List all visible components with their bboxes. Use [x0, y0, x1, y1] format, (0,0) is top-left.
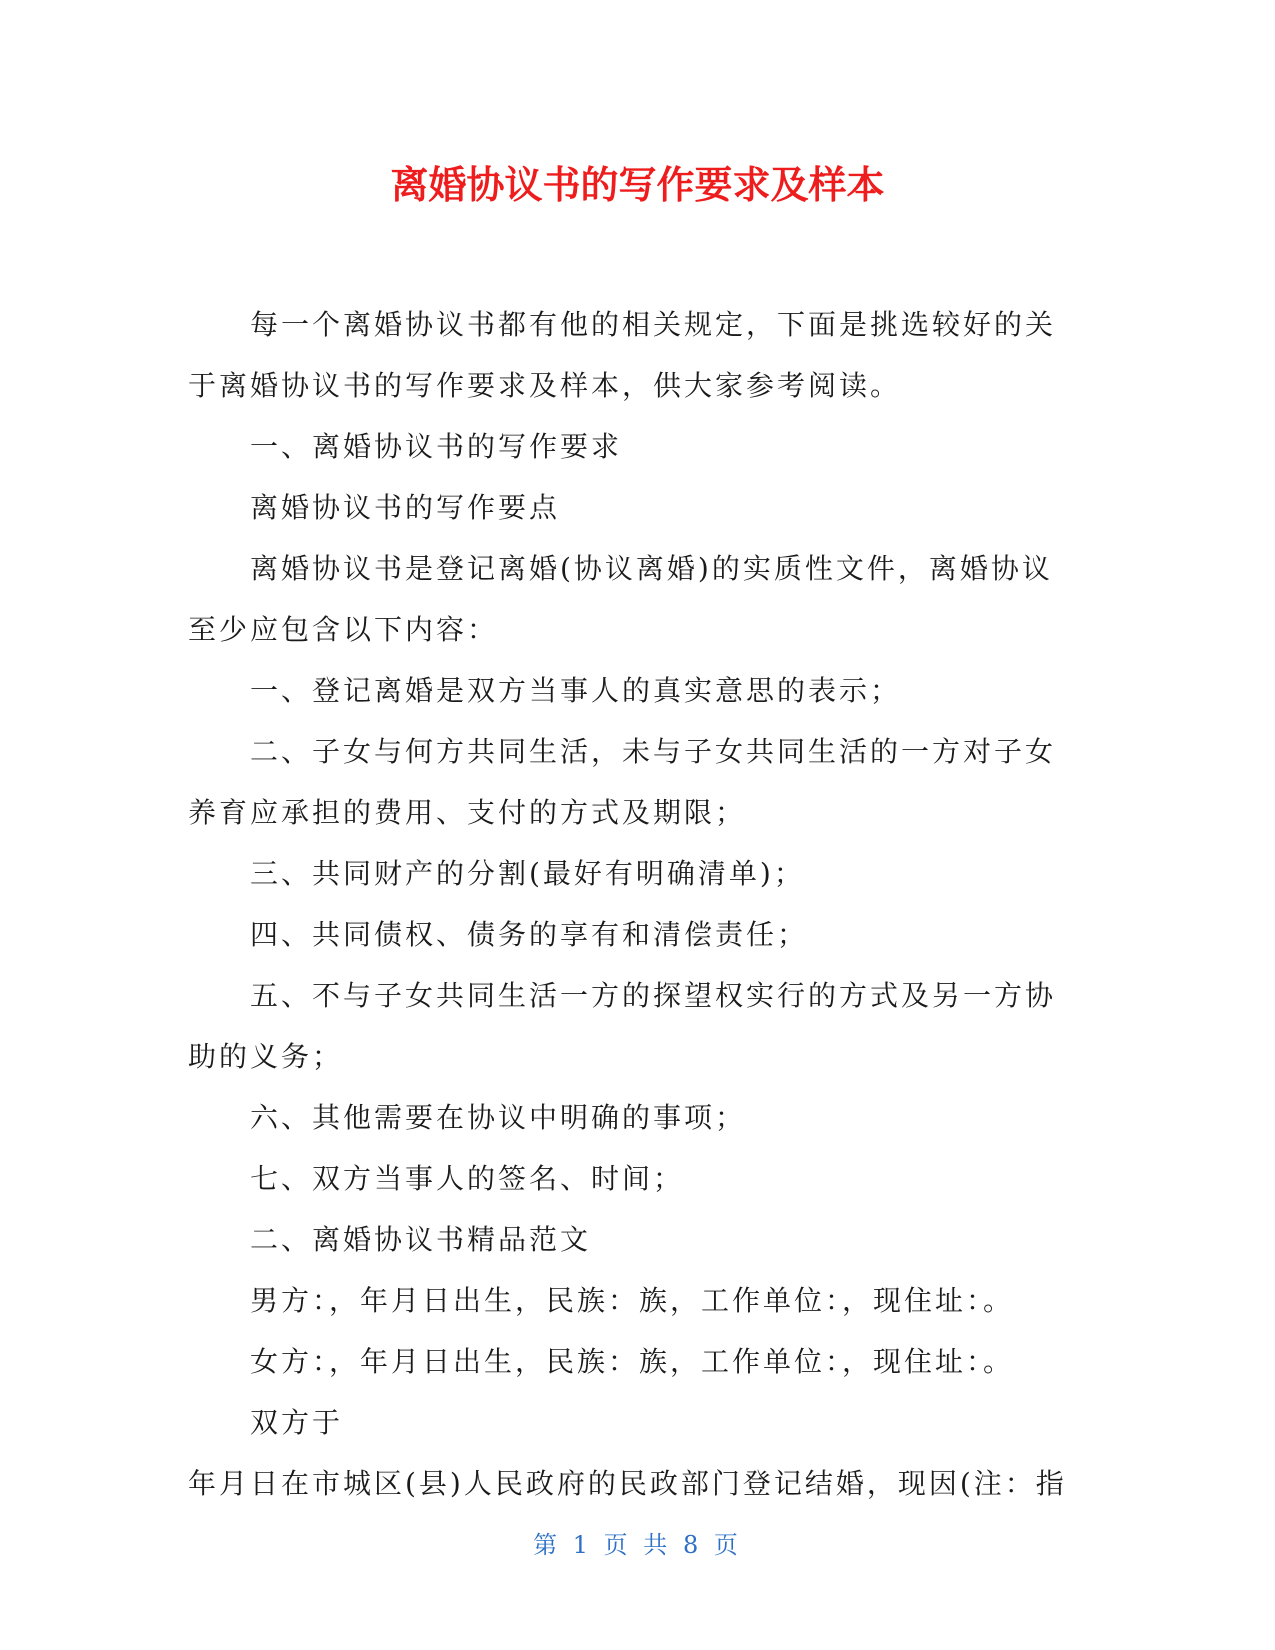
document-title: 离婚协议书的写作要求及样本 — [390, 163, 885, 207]
list-item-5: 五、不与子女共同生活一方的探望权实行的方式及另一方协助的义务； — [188, 979, 1057, 1073]
document-body — [188, 294, 1068, 1514]
list-item-4: 四、共同债权、债务的享有和清偿责任； — [250, 918, 809, 951]
list-item-7: 七、双方当事人的签名、时间； — [250, 1162, 685, 1195]
page-footer: 第 1 页 共 8 页 — [533, 1531, 742, 1559]
list-item-6: 六、其他需要在协议中明确的事项； — [250, 1101, 747, 1134]
list-item-1: 一、登记离婚是双方当事人的真实意思的表示； — [250, 674, 902, 707]
paragraph-contents-intro: 离婚协议书是登记离婚(协议离婚)的实质性文件，离婚协议至少应包含以下内容： — [188, 552, 1053, 646]
subheading-writing-points: 离婚协议书的写作要点 — [250, 491, 561, 524]
list-item-2: 二、子女与何方共同生活，未与子女共同生活的一方对子女养育应承担的费用、支付的方式及期限； — [188, 735, 1057, 829]
paragraph-both-parties: 双方于 — [250, 1406, 344, 1439]
section-heading-2: 二、离婚协议书精品范文 — [250, 1223, 592, 1256]
section-heading-1: 一、离婚协议书的写作要求 — [250, 430, 623, 463]
paragraph-female-party: 女方：，年月日出生，民族：族，工作单位：，现住址：。 — [250, 1345, 1015, 1378]
list-item-3: 三、共同财产的分割(最好有明确清单)； — [250, 857, 805, 890]
paragraph-intro: 每一个离婚协议书都有他的相关规定，下面是挑选较好的关于离婚协议书的写作要求及样本，供大家参考阅读。 — [188, 308, 1057, 402]
paragraph-marriage-registration: 年月日在市城区(县)人民政府的民政部门登记结婚，现因(注：指 — [188, 1467, 1067, 1500]
paragraph-male-party: 男方：，年月日出生，民族：族，工作单位：，现住址：。 — [250, 1284, 1015, 1317]
